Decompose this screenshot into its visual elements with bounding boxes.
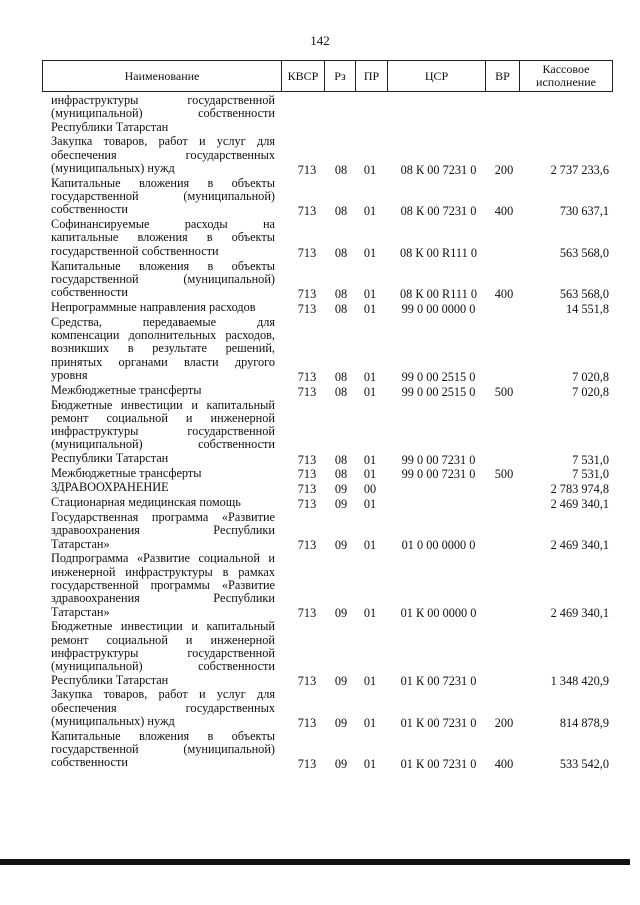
row-vr: 400 bbox=[494, 204, 514, 219]
row-kvsr: 713 bbox=[297, 482, 317, 497]
row-name bbox=[51, 301, 275, 314]
table-row bbox=[0, 301, 640, 316]
bottom-rule bbox=[0, 859, 630, 865]
table-row bbox=[0, 467, 640, 482]
row-rz: 08 bbox=[334, 467, 348, 482]
row-name bbox=[51, 730, 275, 770]
row-kvsr: 713 bbox=[297, 384, 317, 399]
row-vr: 200 bbox=[494, 715, 514, 730]
row-amount: 563 568,0 bbox=[559, 286, 609, 301]
row-pr: 01 bbox=[363, 757, 377, 772]
row-amount: 730 637,1 bbox=[559, 204, 609, 219]
row-name-line: Софинансируемые расходы на bbox=[51, 217, 275, 232]
row-kvsr: 713 bbox=[297, 301, 317, 316]
row-name-line: собственности bbox=[51, 755, 128, 770]
row-rz: 09 bbox=[334, 496, 348, 511]
row-name-line: Бюджетные инвестиции и капитальный bbox=[51, 397, 275, 412]
row-rz: 08 bbox=[334, 369, 348, 384]
table-row bbox=[0, 316, 640, 384]
row-name-line: (муниципальных) нужд bbox=[51, 160, 175, 175]
row-name-line: капитальные вложения в объекты bbox=[51, 230, 275, 245]
row-pr: 01 bbox=[363, 538, 377, 553]
row-rz: 08 bbox=[334, 286, 348, 301]
row-amount: 7 531,0 bbox=[572, 467, 609, 482]
row-rz: 08 bbox=[334, 452, 348, 467]
row-name bbox=[51, 467, 275, 480]
row-rz: 08 bbox=[334, 245, 348, 260]
table-body bbox=[0, 94, 640, 771]
row-name-line: Закупка товаров, работ и услуг для bbox=[51, 687, 275, 702]
header-amount-line1: Кассовое bbox=[542, 62, 590, 76]
row-pr: 00 bbox=[363, 482, 377, 497]
row-name-line: государственной (муниципальной) bbox=[51, 189, 275, 204]
header-amount-line2: исполнение bbox=[536, 75, 596, 89]
table-row bbox=[0, 94, 640, 135]
table-row bbox=[0, 688, 640, 729]
row-name-line: Средства, передаваемые для bbox=[51, 314, 275, 329]
table-row bbox=[0, 496, 640, 511]
row-name-line: государственной (муниципальной) bbox=[51, 271, 275, 286]
row-pr: 01 bbox=[363, 384, 377, 399]
row-name-line: ремонт социальной и инженерной bbox=[51, 632, 275, 647]
row-amount: 2 783 974,8 bbox=[550, 482, 609, 497]
header-pr: ПР bbox=[355, 61, 387, 91]
row-name bbox=[51, 177, 275, 217]
row-name-line: Татарстан» bbox=[51, 536, 110, 551]
table-row bbox=[0, 511, 640, 552]
row-name-line: собственности bbox=[51, 285, 128, 300]
row-csr: 99 0 00 7231 0 bbox=[401, 452, 476, 467]
row-name-line: Капитальные вложения в объекты bbox=[51, 175, 275, 190]
row-name bbox=[51, 260, 275, 300]
row-name-line: государственной (муниципальной) bbox=[51, 742, 275, 757]
row-csr: 08 К 00 R111 0 bbox=[400, 245, 477, 260]
row-rz: 08 bbox=[334, 204, 348, 219]
row-kvsr: 713 bbox=[297, 286, 317, 301]
row-name bbox=[51, 316, 275, 382]
row-pr: 01 bbox=[363, 452, 377, 467]
row-name-line: собственности bbox=[51, 202, 128, 217]
row-kvsr: 713 bbox=[297, 369, 317, 384]
row-amount: 814 878,9 bbox=[559, 715, 609, 730]
row-name-line: (муниципальной) собственности bbox=[51, 106, 275, 121]
row-vr: 500 bbox=[494, 384, 514, 399]
row-csr: 08 К 00 7231 0 bbox=[400, 204, 477, 219]
row-pr: 01 bbox=[363, 606, 377, 621]
header-rz: Рз bbox=[324, 61, 355, 91]
row-pr: 01 bbox=[363, 674, 377, 689]
table-row bbox=[0, 481, 640, 496]
header-csr: ЦСР bbox=[387, 61, 485, 91]
row-kvsr: 713 bbox=[297, 757, 317, 772]
table-header bbox=[42, 60, 613, 92]
row-amount: 7 531,0 bbox=[572, 452, 609, 467]
row-name-line: Бюджетные инвестиции и капитальный bbox=[51, 619, 275, 634]
table-row bbox=[0, 177, 640, 218]
row-rz: 08 bbox=[334, 301, 348, 316]
row-kvsr: 713 bbox=[297, 245, 317, 260]
row-kvsr: 713 bbox=[297, 162, 317, 177]
row-amount: 2 469 340,1 bbox=[550, 606, 609, 621]
row-pr: 01 bbox=[363, 496, 377, 511]
row-name-line: уровня bbox=[51, 367, 88, 382]
row-name-line: инфраструктуры государственной bbox=[51, 645, 275, 660]
row-amount: 14 551,8 bbox=[565, 301, 609, 316]
row-name bbox=[51, 135, 275, 175]
row-name-line: инженерной инфраструктуры в рамках bbox=[51, 564, 275, 579]
row-name bbox=[51, 496, 275, 509]
row-name-line: Стационарная медицинская помощь bbox=[51, 495, 241, 510]
row-kvsr: 713 bbox=[297, 715, 317, 730]
table-row bbox=[0, 384, 640, 399]
row-name-line: (муниципальной) собственности bbox=[51, 437, 275, 452]
row-amount: 1 348 420,9 bbox=[550, 674, 609, 689]
row-pr: 01 bbox=[363, 467, 377, 482]
row-name-line: компенсации дополнительных расходов, bbox=[51, 328, 275, 343]
row-vr: 400 bbox=[494, 286, 514, 301]
row-vr: 200 bbox=[494, 162, 514, 177]
row-name-line: Татарстан» bbox=[51, 604, 110, 619]
row-kvsr: 713 bbox=[297, 496, 317, 511]
row-csr: 99 0 00 7231 0 bbox=[401, 467, 476, 482]
row-rz: 09 bbox=[334, 538, 348, 553]
row-rz: 08 bbox=[334, 162, 348, 177]
row-name-line: инфраструктуры государственной bbox=[51, 93, 275, 107]
row-name-line: (муниципальных) нужд bbox=[51, 713, 175, 728]
row-kvsr: 713 bbox=[297, 452, 317, 467]
row-csr: 99 0 00 2515 0 bbox=[401, 384, 476, 399]
row-name bbox=[51, 384, 275, 397]
row-csr: 99 0 00 0000 0 bbox=[401, 301, 476, 316]
row-amount: 563 568,0 bbox=[559, 245, 609, 260]
row-name bbox=[51, 218, 275, 258]
row-pr: 01 bbox=[363, 369, 377, 384]
row-name-line: инфраструктуры государственной bbox=[51, 424, 275, 439]
row-amount: 7 020,8 bbox=[572, 384, 609, 399]
row-pr: 01 bbox=[363, 162, 377, 177]
row-kvsr: 713 bbox=[297, 204, 317, 219]
row-name-line: государственной собственности bbox=[51, 243, 219, 258]
header-kvsr: КВСР bbox=[281, 61, 324, 91]
table-row bbox=[0, 399, 640, 467]
row-amount: 2 737 233,6 bbox=[550, 162, 609, 177]
page-number: 142 bbox=[310, 33, 330, 48]
row-name bbox=[51, 399, 275, 465]
row-amount: 2 469 340,1 bbox=[550, 496, 609, 511]
row-kvsr: 713 bbox=[297, 674, 317, 689]
row-csr: 01 К 00 7231 0 bbox=[400, 674, 477, 689]
header-name: Наименование bbox=[124, 68, 200, 83]
row-csr: 01 К 00 7231 0 bbox=[400, 715, 477, 730]
row-vr: 400 bbox=[494, 757, 514, 772]
row-rz: 09 bbox=[334, 606, 348, 621]
row-csr: 99 0 00 2515 0 bbox=[401, 369, 476, 384]
row-pr: 01 bbox=[363, 715, 377, 730]
row-kvsr: 713 bbox=[297, 606, 317, 621]
row-name-line: Республики Татарстан bbox=[51, 450, 169, 465]
row-pr: 01 bbox=[363, 301, 377, 316]
row-pr: 01 bbox=[363, 245, 377, 260]
row-name bbox=[51, 620, 275, 686]
row-name-line: Государственная программа «Развитие bbox=[51, 509, 275, 524]
row-name-line: Республики Татарстан bbox=[51, 119, 169, 134]
row-rz: 09 bbox=[334, 482, 348, 497]
row-name-line: ЗДРАВООХРАНЕНИЕ bbox=[51, 480, 169, 495]
table-row bbox=[0, 135, 640, 176]
row-name-line: принятых органами власти другого bbox=[51, 354, 275, 369]
row-name bbox=[51, 481, 275, 494]
row-name-line: здравоохранения Республики bbox=[51, 523, 275, 538]
row-name-line: (муниципальной) собственности bbox=[51, 659, 275, 674]
table-row bbox=[0, 552, 640, 620]
row-rz: 08 bbox=[334, 384, 348, 399]
row-rz: 09 bbox=[334, 715, 348, 730]
row-pr: 01 bbox=[363, 204, 377, 219]
row-kvsr: 713 bbox=[297, 467, 317, 482]
row-kvsr: 713 bbox=[297, 538, 317, 553]
row-name-line: Республики Татарстан bbox=[51, 672, 169, 687]
row-name bbox=[51, 552, 275, 618]
row-csr: 08 К 00 R111 0 bbox=[400, 286, 477, 301]
row-csr: 01 К 00 7231 0 bbox=[400, 757, 477, 772]
row-name-line: Непрограммные направления расходов bbox=[51, 299, 256, 314]
row-csr: 08 К 00 7231 0 bbox=[400, 162, 477, 177]
row-name-line: Закупка товаров, работ и услуг для bbox=[51, 134, 275, 149]
row-name-line: государственной программы «Развитие bbox=[51, 577, 275, 592]
row-name-line: ремонт социальной и инженерной bbox=[51, 410, 275, 425]
row-name-line: обеспечения государственных bbox=[51, 147, 275, 162]
row-rz: 09 bbox=[334, 674, 348, 689]
row-name-line: возникших в результате решений, bbox=[51, 341, 275, 356]
row-amount: 2 469 340,1 bbox=[550, 538, 609, 553]
row-amount: 7 020,8 bbox=[572, 369, 609, 384]
table-row bbox=[0, 730, 640, 771]
row-name-line: Капитальные вложения в объекты bbox=[51, 258, 275, 273]
row-rz: 09 bbox=[334, 757, 348, 772]
row-csr: 01 0 00 0000 0 bbox=[401, 538, 476, 553]
row-name-line: Межбюджетные трансферты bbox=[51, 465, 202, 480]
row-name-line: здравоохранения Республики bbox=[51, 591, 275, 606]
row-amount: 533 542,0 bbox=[559, 757, 609, 772]
header-amount bbox=[519, 61, 612, 91]
row-csr: 01 К 00 0000 0 bbox=[400, 606, 477, 621]
row-name bbox=[51, 688, 275, 728]
row-name-line: Капитальные вложения в объекты bbox=[51, 728, 275, 743]
row-name-line: Межбюджетные трансферты bbox=[51, 382, 202, 397]
row-name-line: Подпрограмма «Развитие социальной и bbox=[51, 551, 275, 566]
table-row bbox=[0, 260, 640, 301]
row-vr: 500 bbox=[494, 467, 514, 482]
table-row bbox=[0, 218, 640, 259]
row-name bbox=[51, 511, 275, 551]
row-name-line: обеспечения государственных bbox=[51, 700, 275, 715]
table-row bbox=[0, 620, 640, 688]
row-name bbox=[51, 94, 275, 134]
header-vr: ВР bbox=[485, 61, 519, 91]
row-pr: 01 bbox=[363, 286, 377, 301]
